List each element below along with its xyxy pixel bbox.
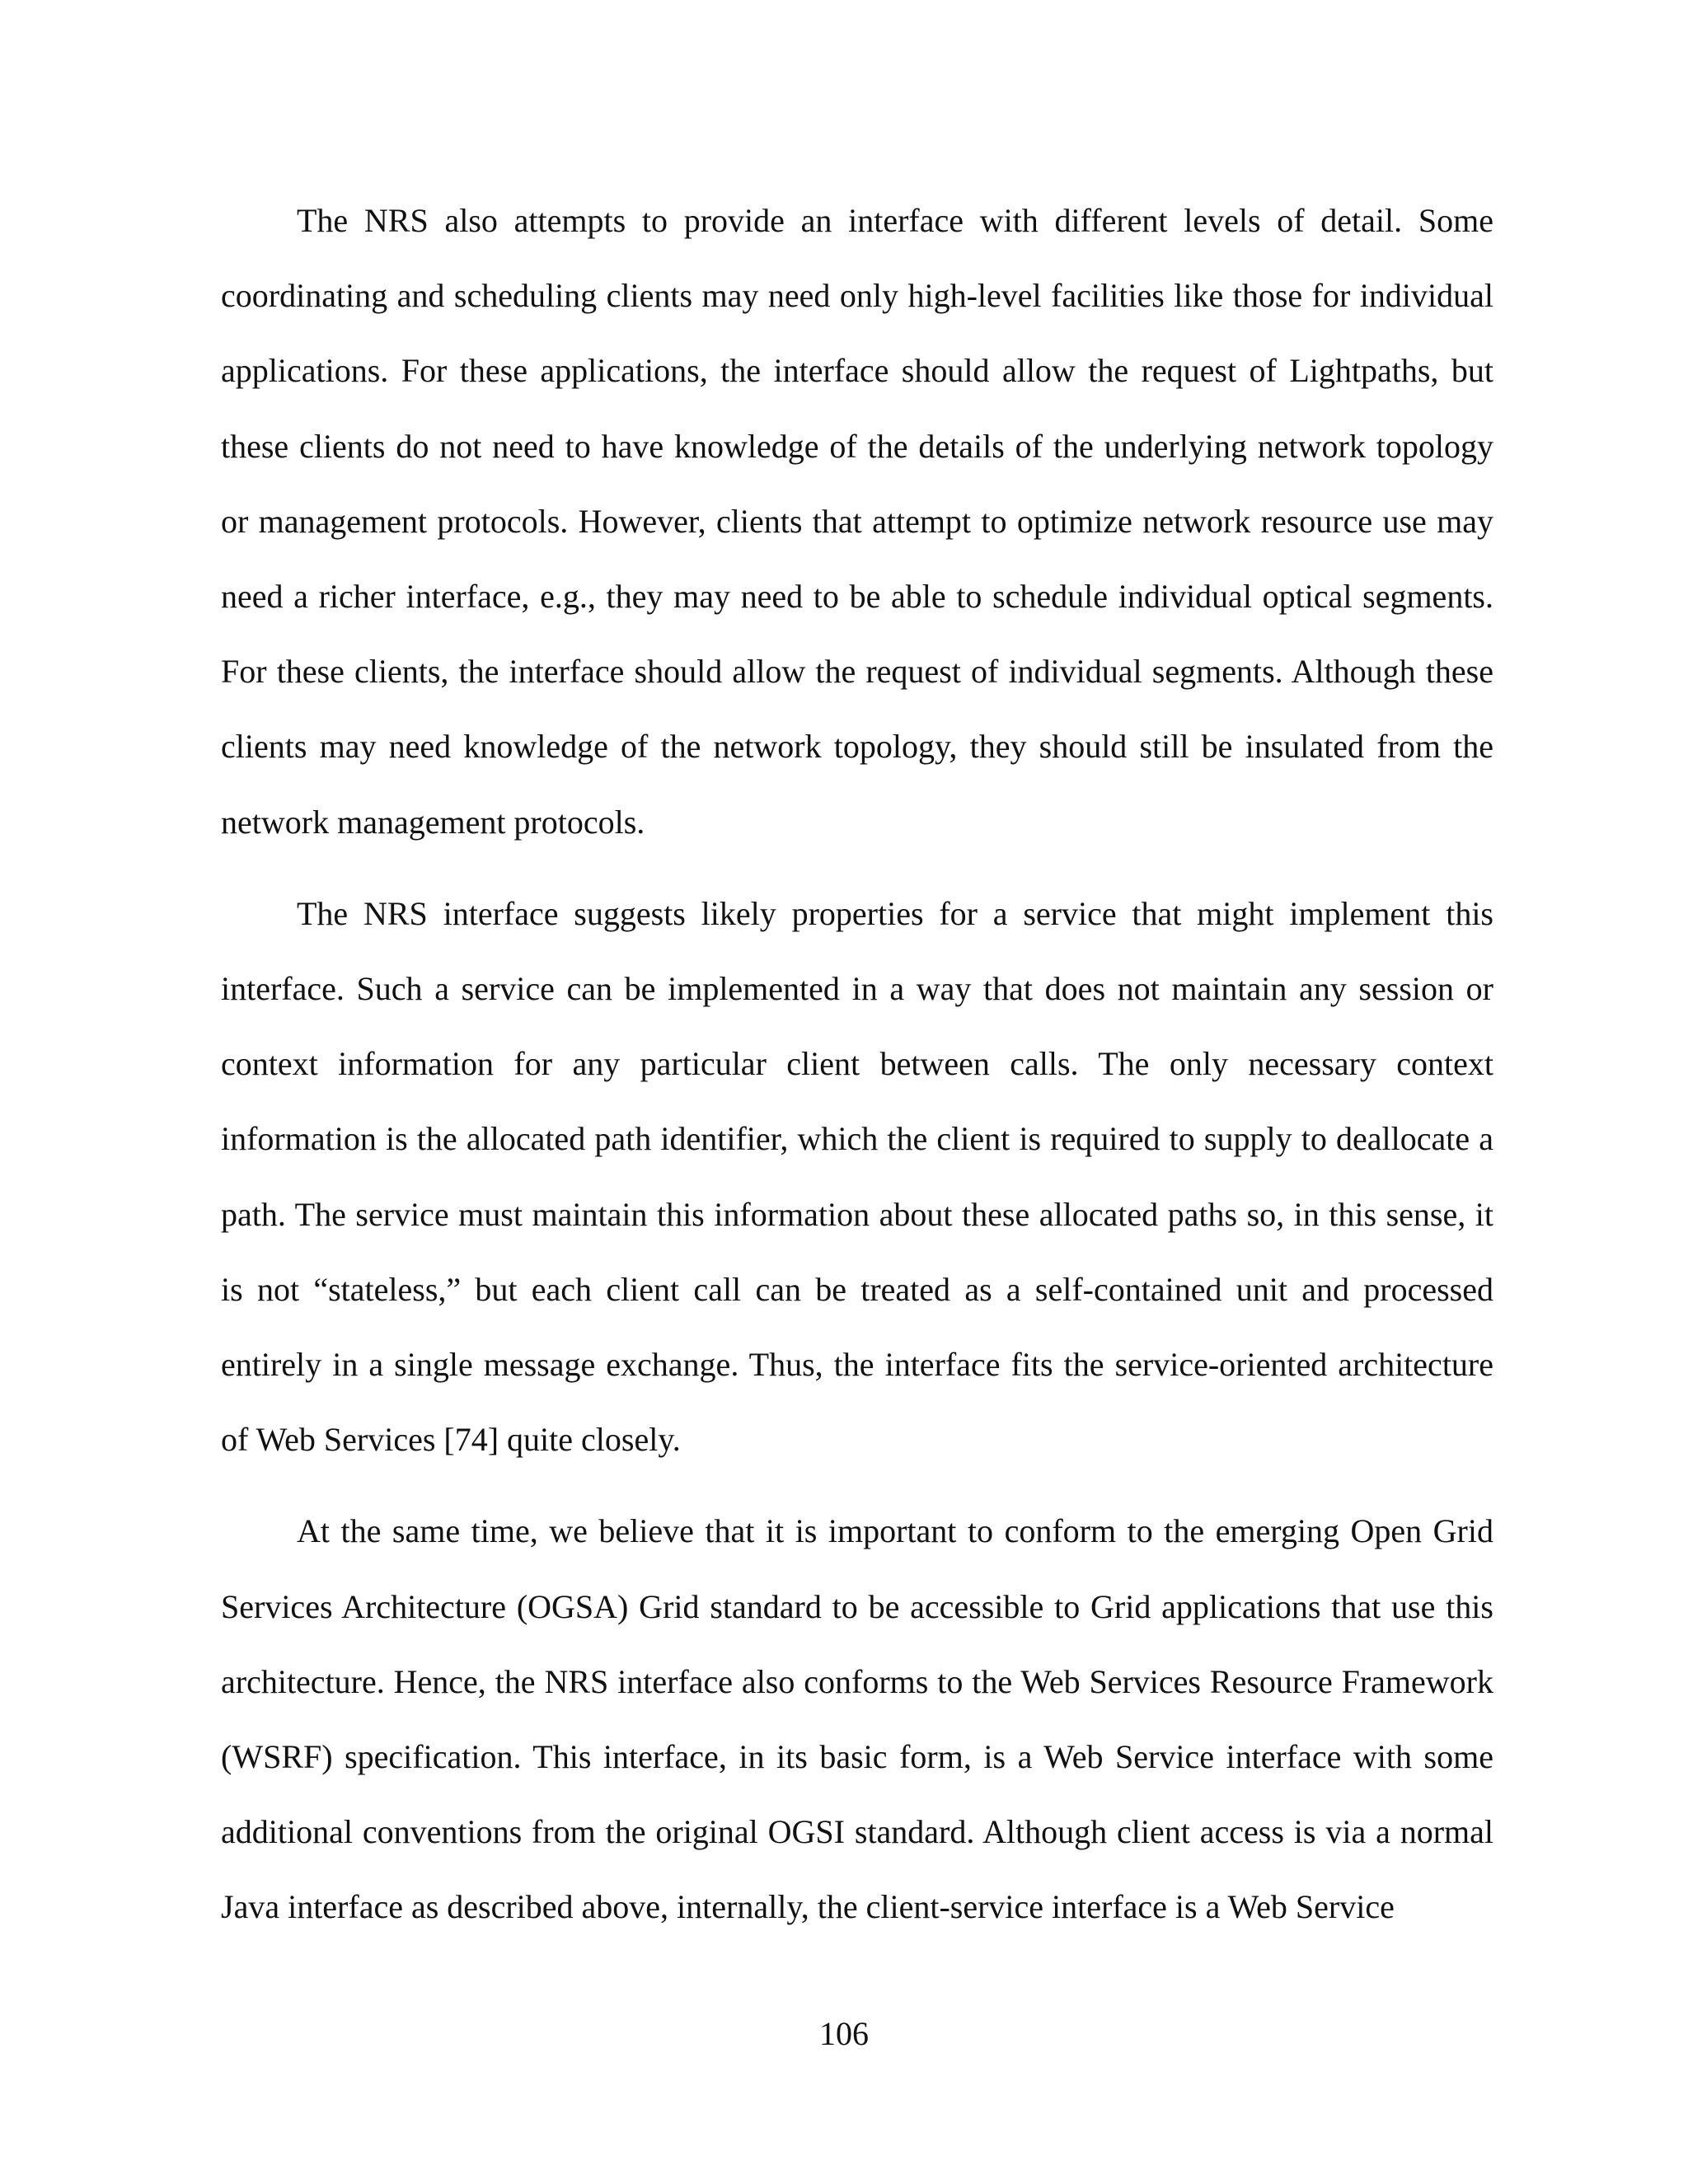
- page-number: 106: [819, 2015, 869, 2052]
- paragraph-levels-of-detail: The NRS also attempts to provide an interface with different levels of detail. Some coordinating and scheduling clients may need only high-level facilities like those for individual applications. For these applications, the interface should allow the request of Lightpaths, but these clients do not need to have knowledge of the details of the underlying network topology or management protocols. However, clients that attempt to optimize network resource use may need a richer interface, e.g., they may need to be able to schedule individual optical segments. For these clients, the interface should allow the request of individual segments. Although these clients may need knowledge of the network topology, they should still be insulated from the network management protocols.: [221, 202, 1493, 841]
- paragraph-service-properties: The NRS interface suggests likely properties for a service that might implement this interface. Such a service can be implemented in a way that does not maintain any session or context information for any particular client between calls. The only necessary context information is the allocated path identifier, which the client is required to supply to deallocate a path. The service must maintain this information about these allocated paths so, in this sense, it is not “stateless,” but each client call can be treated as a self-contained unit and processed entirely in a single message exchange. Thus, the interface fits the service-oriented architecture of Web Services [74] quite closely.: [221, 894, 1493, 1459]
- body-text: [221, 183, 1493, 1945]
- paragraph-ogsa-conformance: At the same time, we believe that it is important to conform to the emerging Open Grid Services Architecture (OGSA) Grid standard to be accessible to Grid applications that use this architecture. Hence, the NRS interface also conforms to the Web Services Resource Framework (WSRF) specification. This interface, in its basic form, is a Web Service interface with some additional conventions from the original OGSI standard. Although client access is via a normal Java interface as described above, internally, the client-service interface is a Web Service: [221, 1512, 1493, 1926]
